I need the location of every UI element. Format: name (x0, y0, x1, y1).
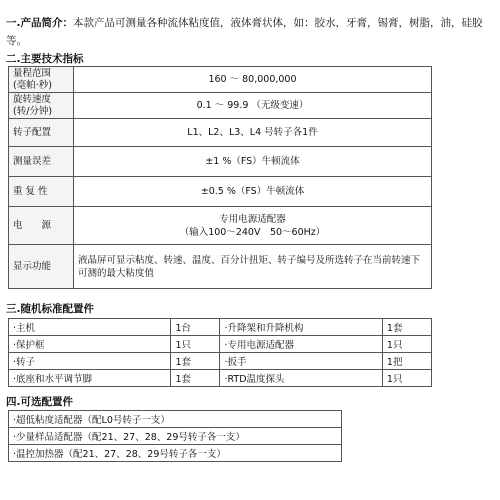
standard-item-qty: 1套 (171, 353, 220, 370)
optional-items-table (8, 410, 342, 462)
optional-item-row (9, 428, 342, 445)
spec-table (8, 66, 432, 289)
spec-value: ±0.5 %（FS）牛顿流体 (74, 177, 432, 207)
spec-label: 显示功能 (9, 245, 74, 289)
standard-item-row (9, 370, 432, 387)
spec-row (9, 245, 432, 289)
optional-section-title: 四.可选配置件 (6, 396, 73, 408)
spec-row (9, 93, 432, 119)
spec-value: 专用电源适配器 （输入100～240V 50～60Hz） (74, 207, 432, 245)
spec-value: 160 ～ 80,000,000 (74, 67, 432, 93)
spec-row (9, 119, 432, 147)
optional-item: ·少量样品适配器（配21、27、28、29号转子各一支） (9, 428, 342, 445)
standard-item-name: ·转子 (9, 353, 171, 370)
spec-value: L1、L2、L3、L4 号转子各1件 (74, 119, 432, 147)
spec-label: 转子配置 (9, 119, 74, 147)
spec-section-title: 二.主要技术指标 (6, 53, 84, 65)
standard-item-name: ·升降架和升降机构 (220, 319, 382, 336)
standard-item-qty: 1只 (382, 336, 431, 353)
intro-heading: 一.产品简介： (6, 17, 73, 29)
standard-item-qty: 1台 (171, 319, 220, 336)
standard-section-title: 三.随机标准配置件 (6, 303, 94, 315)
standard-item-name: ·专用电源适配器 (220, 336, 382, 353)
spec-value: 0.1 ～ 99.9 （无级变速） (74, 93, 432, 119)
standard-items-table (8, 318, 432, 387)
intro-paragraph (6, 14, 492, 50)
standard-item-qty: 1只 (382, 370, 431, 387)
standard-item-qty: 1套 (171, 370, 220, 387)
spec-label: 旋转速度 (转/分钟) (9, 93, 74, 119)
standard-item-row (9, 319, 432, 336)
standard-item-name: ·保护框 (9, 336, 171, 353)
spec-label: 电 源 (9, 207, 74, 245)
standard-item-name: ·扳手 (220, 353, 382, 370)
spec-row (9, 177, 432, 207)
spec-row (9, 207, 432, 245)
optional-item: ·温控加热器（配21、27、28、29号转子各一支） (9, 445, 342, 462)
spec-value: ±1 %（FS）牛顿流体 (74, 147, 432, 177)
spec-label: 重 复 性 (9, 177, 74, 207)
standard-item-qty: 1把 (382, 353, 431, 370)
standard-item-qty: 1套 (382, 319, 431, 336)
spec-value: 液晶屏可显示粘度、转速、温度、百分计扭矩、转子编号及所选转子在当前转速下可测的最大粘度值 (74, 245, 432, 289)
optional-item: ·超低粘度适配器（配L0号转子一支） (9, 411, 342, 428)
standard-item-name: ·RTD温度探头 (220, 370, 382, 387)
optional-item-row (9, 411, 342, 428)
standard-item-row (9, 336, 432, 353)
spec-label: 测量误差 (9, 147, 74, 177)
standard-item-qty: 1只 (171, 336, 220, 353)
intro-text: 本款产品可测量各种流体粘度值，液体膏状体，如：胶水，牙膏，锡膏，树脂，油，硅胶等。 (6, 17, 483, 47)
spec-row (9, 147, 432, 177)
spec-label: 量程范围 (毫帕·秒) (9, 67, 74, 93)
spec-row (9, 67, 432, 93)
optional-item-row (9, 445, 342, 462)
standard-item-name: ·底座和水平调节脚 (9, 370, 171, 387)
standard-item-name: ·主机 (9, 319, 171, 336)
standard-item-row (9, 353, 432, 370)
